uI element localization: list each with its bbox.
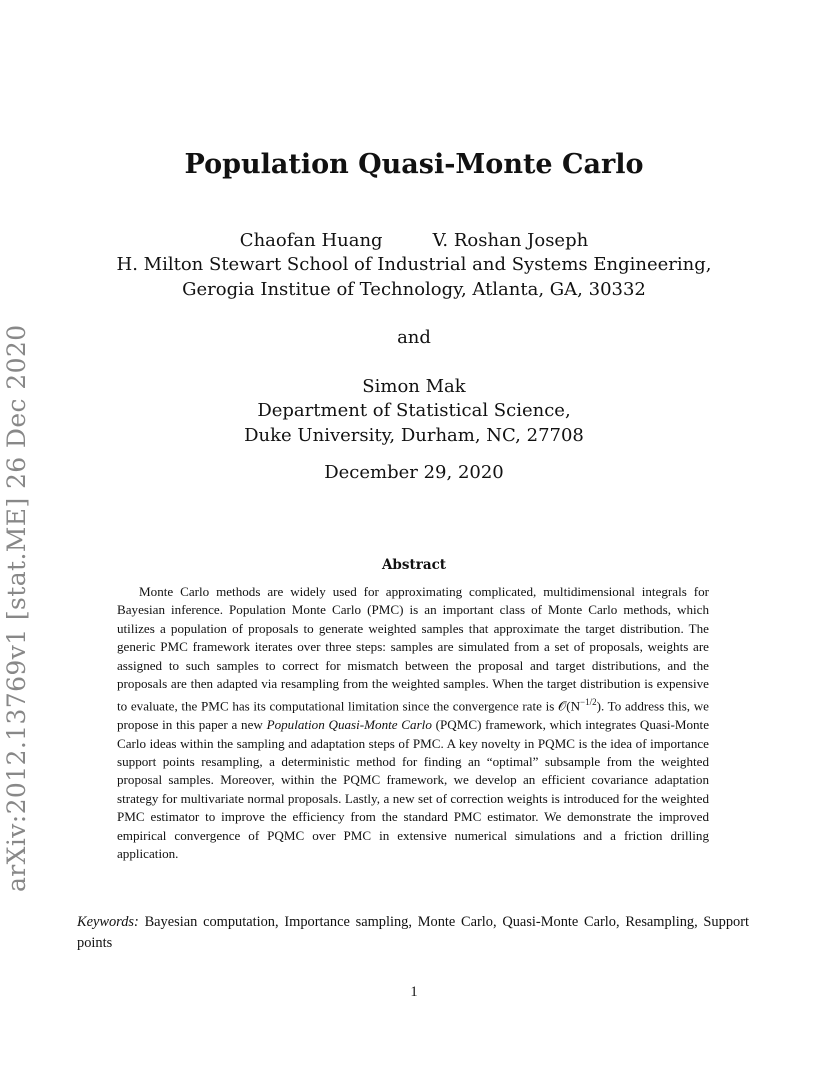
method-name: Population Quasi-Monte Carlo [266, 717, 432, 733]
abstract-part: . To address this, we propose in this paper a new [117, 698, 709, 733]
author-separator: and [397, 327, 431, 348]
affiliation-line: Department of Statistical Science, [257, 400, 571, 421]
math-rate: 𝒪(N [557, 698, 581, 714]
abstract-part: Monte Carlo methods are widely used for approximating complicated, multidimensional integrals for Bayesian inference. Population Monte Carlo (PMC) is an important class of Monte Carlo methods, which utilizes a population of proposals to generate weighted samples that approximate the target distribution. The generic PMC framework iterates over three steps: samples are simulated from a set of proposals, weights are assigned to such samples to correct for mismatch between the proposal and target distributions, and the proposals are then adapted via resampling from the weighted samples. When the target distribution is expensive to evaluate, the PMC has its computational limitation since the convergence rate is [117, 584, 709, 714]
page-number: 1 [410, 984, 418, 1000]
math-rate-close: ) [596, 698, 601, 714]
affiliation-line: Gerogia Institue of Technology, Atlanta, GA, 30332 [182, 278, 646, 300]
affiliation-line: H. Milton Stewart School of Industrial and Systems Engineering, [116, 254, 712, 275]
affiliation [0, 399, 828, 448]
keywords-text: Bayesian computation, Importance sampling, Monte Carlo, Quasi-Monte Carlo, Resampling, Support points [77, 914, 749, 951]
keywords-label: Keywords: [77, 914, 139, 930]
keywords [77, 912, 749, 954]
paper-title: Population Quasi-Monte Carlo [184, 149, 644, 180]
affiliation [0, 253, 828, 302]
paper-date: December 29, 2020 [324, 462, 504, 483]
author-name: Simon Mak [362, 376, 466, 397]
abstract-heading: Abstract [381, 557, 447, 573]
abstract-part: (PQMC) framework, which integrates Quasi-Monte Carlo ideas within the sampling and adaptation steps of PMC. A key novelty in PQMC is the idea of importance support points resampling, a deterministic method for finding an “optimal” subsample from the weighted proposal samples. Moreover, within the PQMC framework, we develop an efficient covariance adaptation strategy for multivariate normal proposals. Lastly, a new set of correction weights is introduced for the weighted PMC estimator to improve the efficiency from the standard PMC estimator. We demonstrate the improved empirical convergence of PQMC over PMC in extensive numerical simulations and a friction drilling application. [117, 717, 710, 862]
affiliation-line: Duke University, Durham, NC, 27708 [244, 424, 584, 446]
math-exponent: −1/2 [580, 697, 597, 708]
author-name: V. Roshan Joseph [432, 230, 589, 251]
abstract-text [117, 583, 709, 863]
arxiv-identifier: arXiv:2012.13769v1 [stat.ME] 26 Dec 2020 [2, 324, 31, 892]
author-name: Chaofan Huang [239, 230, 383, 251]
author-line [0, 229, 828, 254]
